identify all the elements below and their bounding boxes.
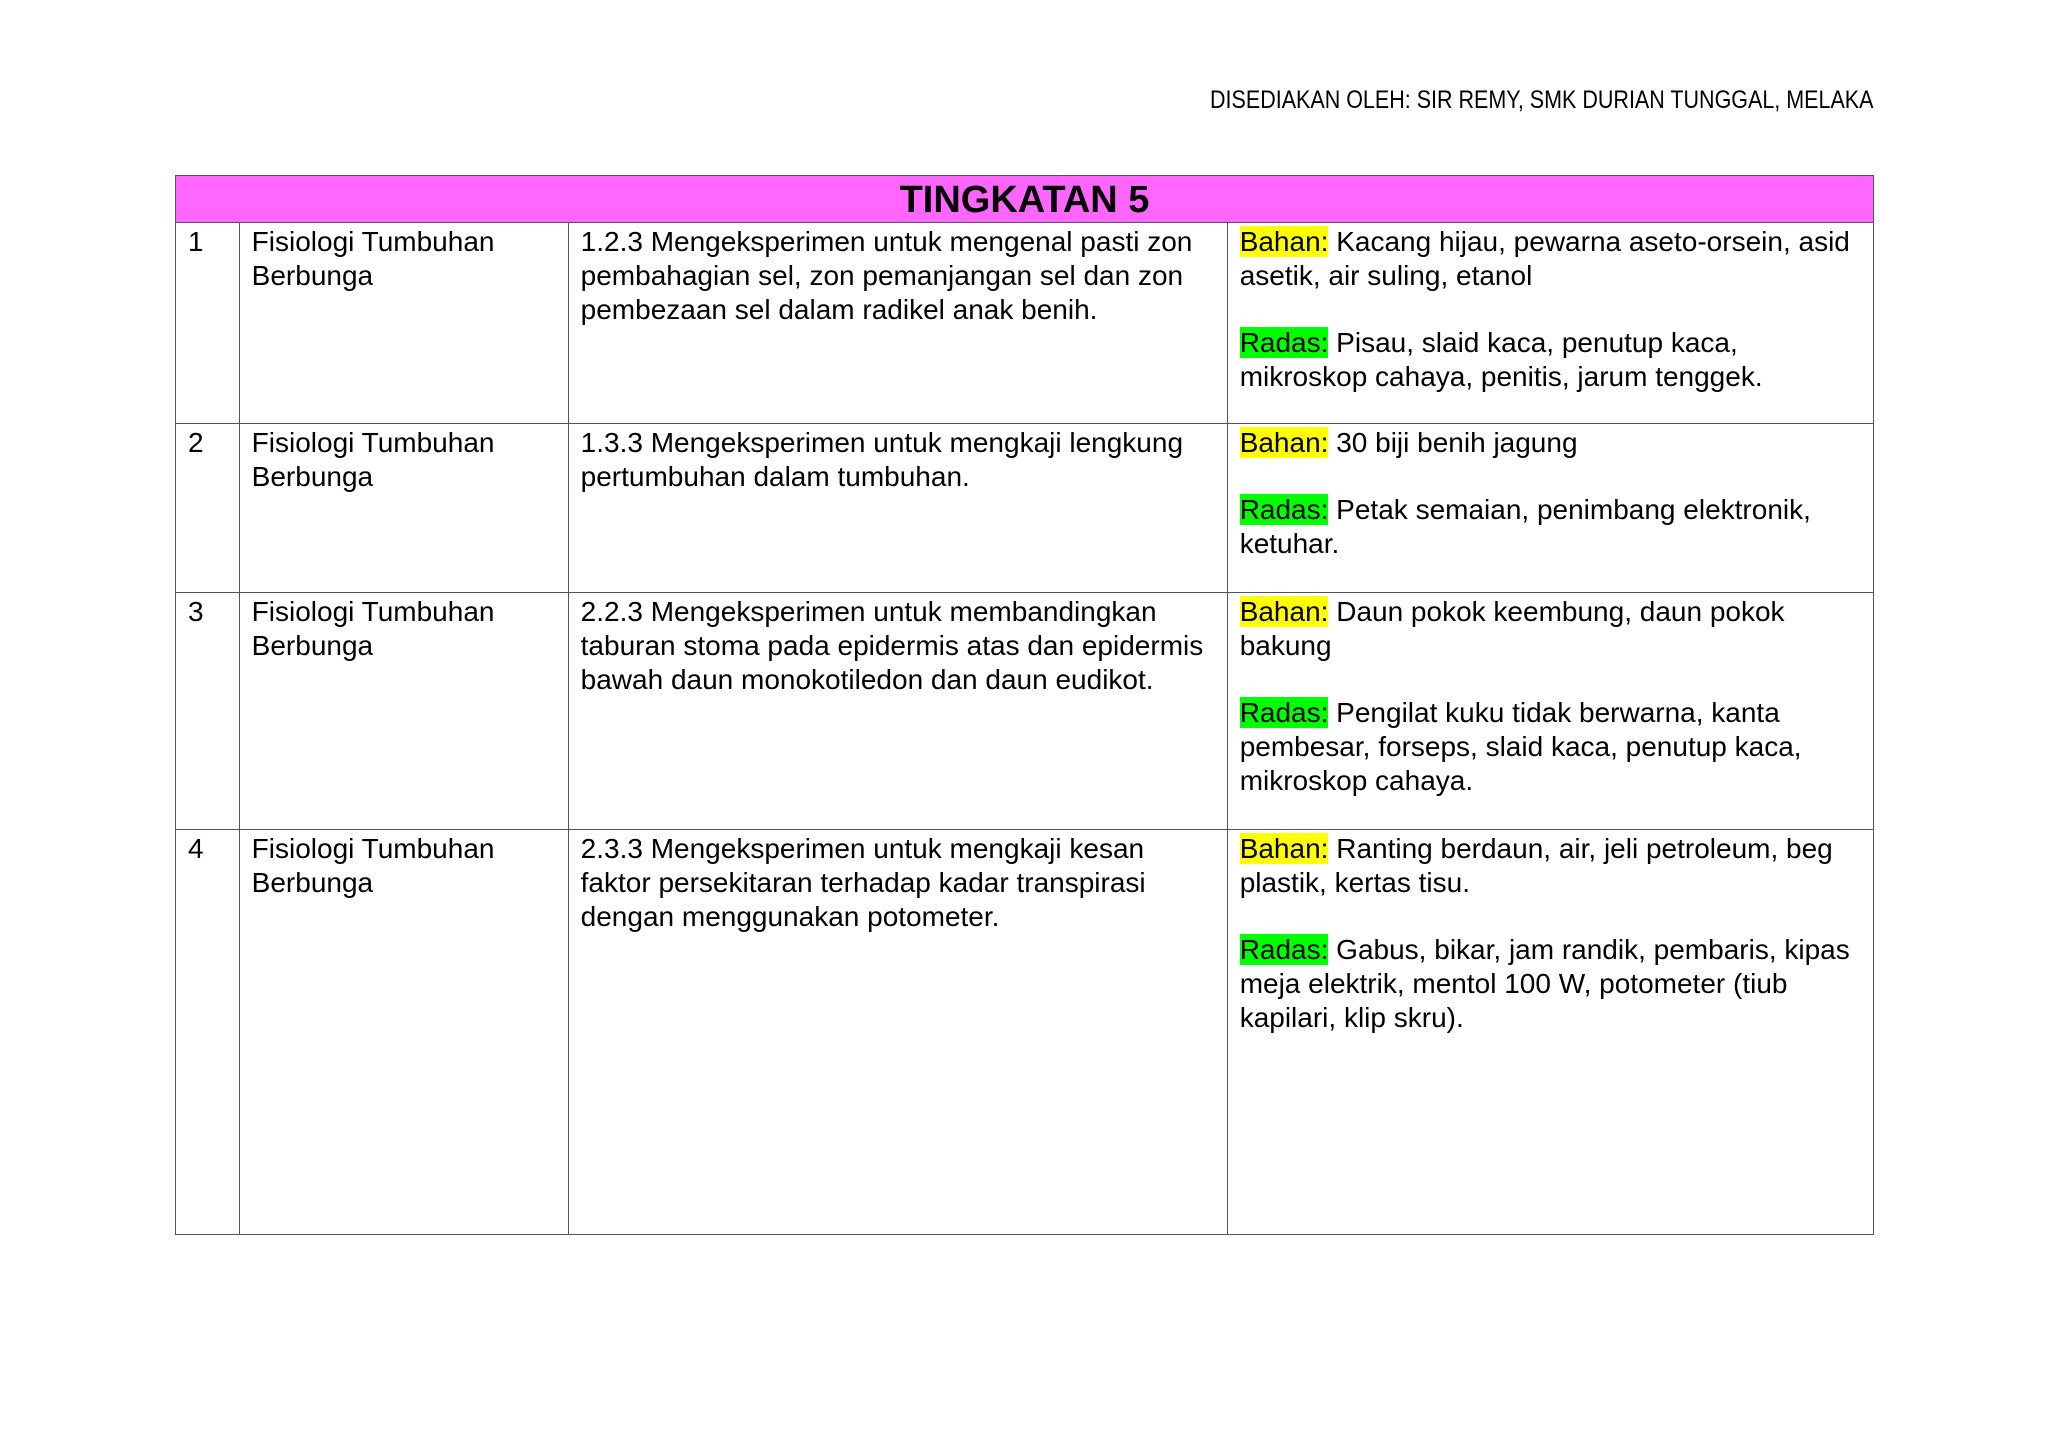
radas-text: Gabus, bikar, jam randik, pembaris, kipas meja elektrik, mentol 100 W, potometer (tiub kapilari, klip skru). bbox=[1239, 934, 1850, 1033]
table-row bbox=[176, 593, 1874, 830]
radas-line bbox=[1240, 326, 1861, 394]
topic-cell: Fisiologi Tumbuhan Berbunga bbox=[239, 830, 568, 1235]
experiment-cell: 2.3.3 Mengeksperimen untuk mengkaji kesan faktor persekitaran terhadap kadar transpirasi dengan menggunakan potometer. bbox=[568, 830, 1227, 1235]
bahan-text: 30 biji benih jagung bbox=[1328, 427, 1578, 458]
radas-line bbox=[1240, 493, 1861, 561]
bahan-label: Bahan: bbox=[1239, 596, 1329, 627]
table-row bbox=[176, 424, 1874, 593]
table-title: TINGKATAN 5 bbox=[176, 176, 1874, 223]
radas-label: Radas: bbox=[1239, 327, 1329, 358]
table-row bbox=[176, 830, 1874, 1235]
page-header-prepared-by: DISEDIAKAN OLEH: SIR REMY, SMK DURIAN TUNGGAL, MELAKA bbox=[1209, 86, 1873, 114]
row-number: 1 bbox=[176, 223, 240, 424]
radas-label: Radas: bbox=[1239, 494, 1329, 525]
table-title-row bbox=[176, 176, 1874, 223]
bahan-text: Ranting berdaun, air, jeli petroleum, beg plastik, kertas tisu. bbox=[1239, 833, 1833, 898]
radas-label: Radas: bbox=[1239, 934, 1329, 965]
bahan-label: Bahan: bbox=[1239, 427, 1329, 458]
radas-text: Pengilat kuku tidak berwarna, kanta pembesar, forseps, slaid kaca, penutup kaca, mikroskop cahaya. bbox=[1239, 697, 1802, 796]
bahan-line bbox=[1240, 225, 1861, 293]
radas-line bbox=[1240, 696, 1861, 798]
experiment-cell: 1.3.3 Mengeksperimen untuk mengkaji lengkung pertumbuhan dalam tumbuhan. bbox=[568, 424, 1227, 593]
bahan-text: Daun pokok keembung, daun pokok bakung bbox=[1239, 596, 1785, 661]
table-row bbox=[176, 223, 1874, 424]
radas-text: Pisau, slaid kaca, penutup kaca, mikroskop cahaya, penitis, jarum tenggek. bbox=[1239, 327, 1763, 392]
bahan-label: Bahan: bbox=[1239, 226, 1329, 257]
radas-text: Petak semaian, penimbang elektronik, ketuhar. bbox=[1239, 494, 1811, 559]
topic-cell: Fisiologi Tumbuhan Berbunga bbox=[239, 593, 568, 830]
materials-cell bbox=[1227, 223, 1873, 424]
bahan-text: Kacang hijau, pewarna aseto-orsein, asid asetik, air suling, etanol bbox=[1239, 226, 1850, 291]
materials-cell bbox=[1227, 593, 1873, 830]
radas-label: Radas: bbox=[1239, 697, 1329, 728]
bahan-label: Bahan: bbox=[1239, 833, 1329, 864]
topic-cell: Fisiologi Tumbuhan Berbunga bbox=[239, 424, 568, 593]
radas-line bbox=[1240, 933, 1861, 1035]
practical-experiments-table bbox=[175, 175, 1874, 1235]
topic-cell: Fisiologi Tumbuhan Berbunga bbox=[239, 223, 568, 424]
experiment-cell: 1.2.3 Mengeksperimen untuk mengenal pasti zon pembahagian sel, zon pemanjangan sel dan zon pembezaan sel dalam radikel anak benih. bbox=[568, 223, 1227, 424]
bahan-line bbox=[1240, 426, 1861, 460]
experiment-cell: 2.2.3 Mengeksperimen untuk membandingkan taburan stoma pada epidermis atas dan epidermis bawah daun monokotiledon dan daun eudikot. bbox=[568, 593, 1227, 830]
bahan-line bbox=[1240, 595, 1861, 663]
materials-cell bbox=[1227, 424, 1873, 593]
row-number: 4 bbox=[176, 830, 240, 1235]
materials-cell bbox=[1227, 830, 1873, 1235]
row-number: 2 bbox=[176, 424, 240, 593]
bahan-line bbox=[1240, 832, 1861, 900]
row-number: 3 bbox=[176, 593, 240, 830]
